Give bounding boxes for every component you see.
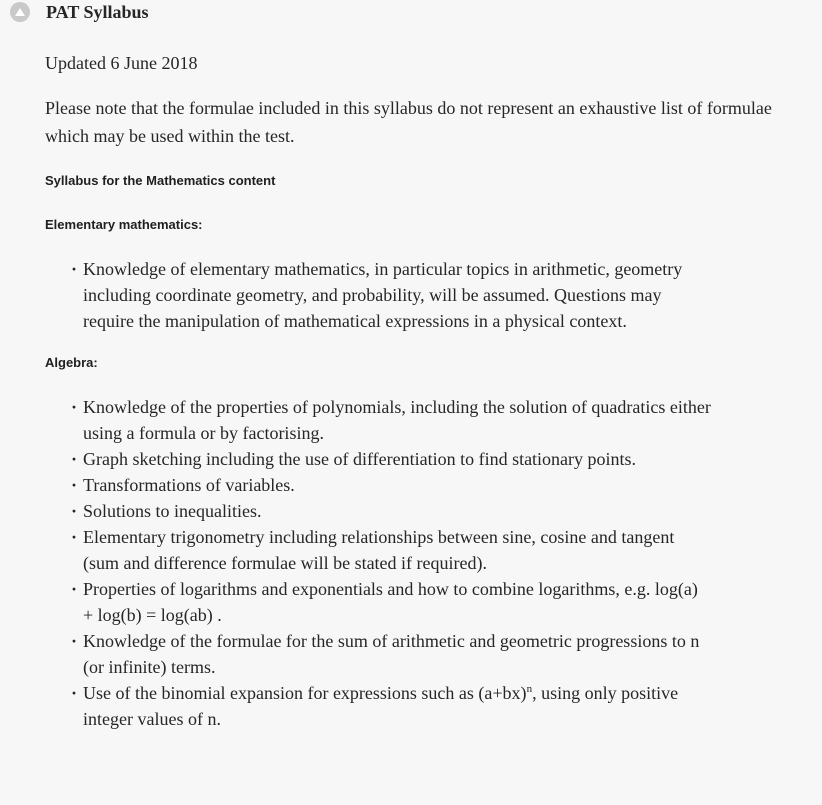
section-header[interactable] xyxy=(10,0,149,24)
list-item: · Knowledge of the properties of polynomials, including the solution of quadratics either using a formula or by factorising. xyxy=(71,394,711,446)
list-item-binomial xyxy=(71,680,711,732)
syllabus-heading: Syllabus for the Mathematics content xyxy=(45,173,276,188)
section-title: PAT Syllabus xyxy=(46,1,149,22)
algebra-heading: Algebra: xyxy=(45,355,98,370)
list-item: · Properties of logarithms and exponentials and how to combine logarithms, e.g. log(a) + log(b) = log(ab) . xyxy=(71,576,711,628)
syllabus-note: Please note that the formulae included in this syllabus do not represent an exhaustive list of formulae which may be used within the test. xyxy=(45,98,772,146)
algebra-list xyxy=(45,394,711,732)
list-item: · Elementary trigonometry including relationships between sine, cosine and tangent (sum and difference formulae will be stated if required). xyxy=(71,524,711,576)
binomial-text-after: , using only positive integer values of n. xyxy=(83,683,679,729)
list-item: · Knowledge of elementary mathematics, in particular topics in arithmetic, geometry including coordinate geometry, and probability, will be assumed. Questions may require the manipulation of mathematical expressions in a physical context. xyxy=(71,256,711,334)
list-item: · Knowledge of the formulae for the sum of arithmetic and geometric progressions to n (or infinite) terms. xyxy=(71,628,711,680)
collapse-icon[interactable] xyxy=(10,2,30,22)
list-item: · Transformations of variables. xyxy=(71,472,711,498)
binomial-exponent: n xyxy=(526,683,533,695)
list-item: · Solutions to inequalities. xyxy=(71,498,711,524)
elementary-heading: Elementary mathematics: xyxy=(45,217,203,232)
elementary-list xyxy=(45,256,711,334)
syllabus-content xyxy=(45,50,805,732)
binomial-text-before: Use of the binomial expansion for expressions such as (a+bx) xyxy=(83,683,527,703)
list-item: · Graph sketching including the use of differentiation to find stationary points. xyxy=(71,446,711,472)
updated-date: Updated 6 June 2018 xyxy=(45,53,198,73)
